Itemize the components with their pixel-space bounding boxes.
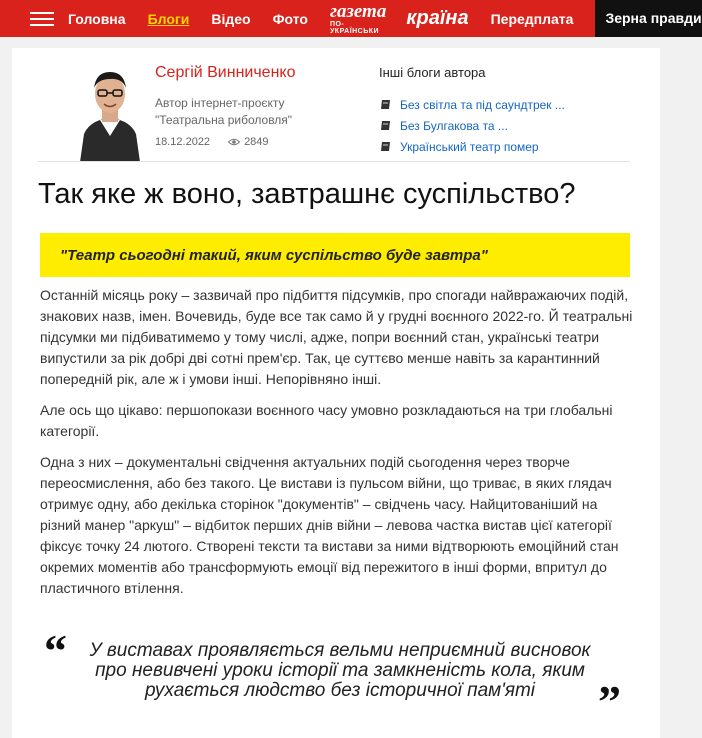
article-title: Так яке ж воно, завтрашнє суспільство? bbox=[38, 178, 576, 210]
lead-highlight bbox=[40, 233, 630, 277]
gazeta-logo-subtext: ПО-УКРАЇНСЬКИ bbox=[329, 21, 380, 35]
top-navigation bbox=[0, 0, 702, 37]
author-role-line: Автор інтернет-проєкту bbox=[155, 96, 285, 110]
author-project-name: "Театральна риболовля" bbox=[155, 113, 293, 127]
menu-icon[interactable] bbox=[0, 0, 68, 37]
pull-quote bbox=[40, 625, 630, 727]
other-blogs-list bbox=[380, 94, 565, 157]
article-paragraph: Останній місяць року – зазвичай про підбиття підсумків, про спогади найвражаючих подій, знакових назв, імен. Вочевидь, буде все так само й у грудні воєнного 2022-го. Й театральні підсумки ми підбиватимемо у тому числі, адже, попри воєнний стан, українські театри випустили за рік добрі дві сотні прем'єр. Так, це суттєво менше навіть за карантинний попередній рік, але ж і умови інші. Непорівняно інші. bbox=[40, 287, 633, 387]
book-icon bbox=[380, 99, 391, 110]
article-paragraph: Одна з них – документальні свідчення актуальних подій сьогодення через творче переосмислення, або без такого. Це вистави із пульсом війни, що триває, в яких глядач отримує одну, або декілька сторінок "документів" – свідчень часу. Найцитованіший на різний манер "аркуш" – відбиток перших днів війни – левова частка вистав цієї категорії фіксує точку 24 лютого. Створені тексти та вистави за ними відтворюють емоційний стан окремих моментів або трансформують емоції від пережитого в інші форми, впритул до пластичного втілення. bbox=[40, 454, 619, 596]
author-role bbox=[155, 95, 345, 129]
gazeta-logo-text: газета bbox=[329, 1, 387, 22]
views-counter bbox=[228, 136, 268, 148]
author-name[interactable]: Сергій Винниченко bbox=[155, 64, 296, 81]
other-blog-link[interactable] bbox=[380, 136, 565, 157]
post-date: 18.12.2022 bbox=[155, 136, 211, 148]
article-paragraph: Але ось що цікаво: першопокази воєнного часу умовно розкладаються на три глобальні категорії. bbox=[40, 402, 613, 439]
author-avatar[interactable] bbox=[66, 62, 154, 162]
other-blog-link-label: Без Булгакова та ... bbox=[400, 118, 508, 133]
eye-icon bbox=[228, 138, 240, 146]
other-blog-link-label: Український театр помер bbox=[400, 139, 539, 154]
book-icon bbox=[380, 120, 391, 131]
close-quote-icon: ” bbox=[598, 676, 621, 727]
gazeta-logo[interactable] bbox=[330, 2, 386, 35]
pull-quote-text: У виставах проявляється вельми неприємний висновок про невивчені уроки історії та замкненість кола, яким рухається людство без історичної пам'яті bbox=[89, 640, 591, 701]
book-icon bbox=[380, 141, 391, 152]
article-body bbox=[40, 285, 634, 609]
open-quote-icon: “ bbox=[44, 625, 67, 676]
other-blogs-title: Інші блоги автора bbox=[379, 65, 486, 80]
nav-item-photo[interactable]: Фото bbox=[272, 10, 308, 27]
lead-text: "Театр сьогодні такий, яким суспільство буде завтра" bbox=[60, 247, 488, 264]
nav-item-home[interactable]: Головна bbox=[68, 10, 126, 27]
views-count: 2849 bbox=[244, 136, 269, 148]
article-card bbox=[12, 48, 660, 738]
other-blog-link-label: Без світла та під саундтрек ... bbox=[400, 97, 565, 112]
kraina-logo[interactable]: країна bbox=[406, 7, 469, 29]
divider bbox=[38, 161, 630, 162]
subscribe-link[interactable]: Передплата bbox=[490, 10, 574, 27]
other-blog-link[interactable] bbox=[380, 94, 565, 115]
nav-item-blogs[interactable]: Блоги bbox=[147, 10, 190, 27]
other-blog-link[interactable] bbox=[380, 115, 565, 136]
promo-link[interactable]: Зерна правди bbox=[595, 0, 701, 37]
nav-item-video[interactable]: Відео bbox=[211, 10, 251, 27]
post-meta bbox=[155, 136, 269, 148]
